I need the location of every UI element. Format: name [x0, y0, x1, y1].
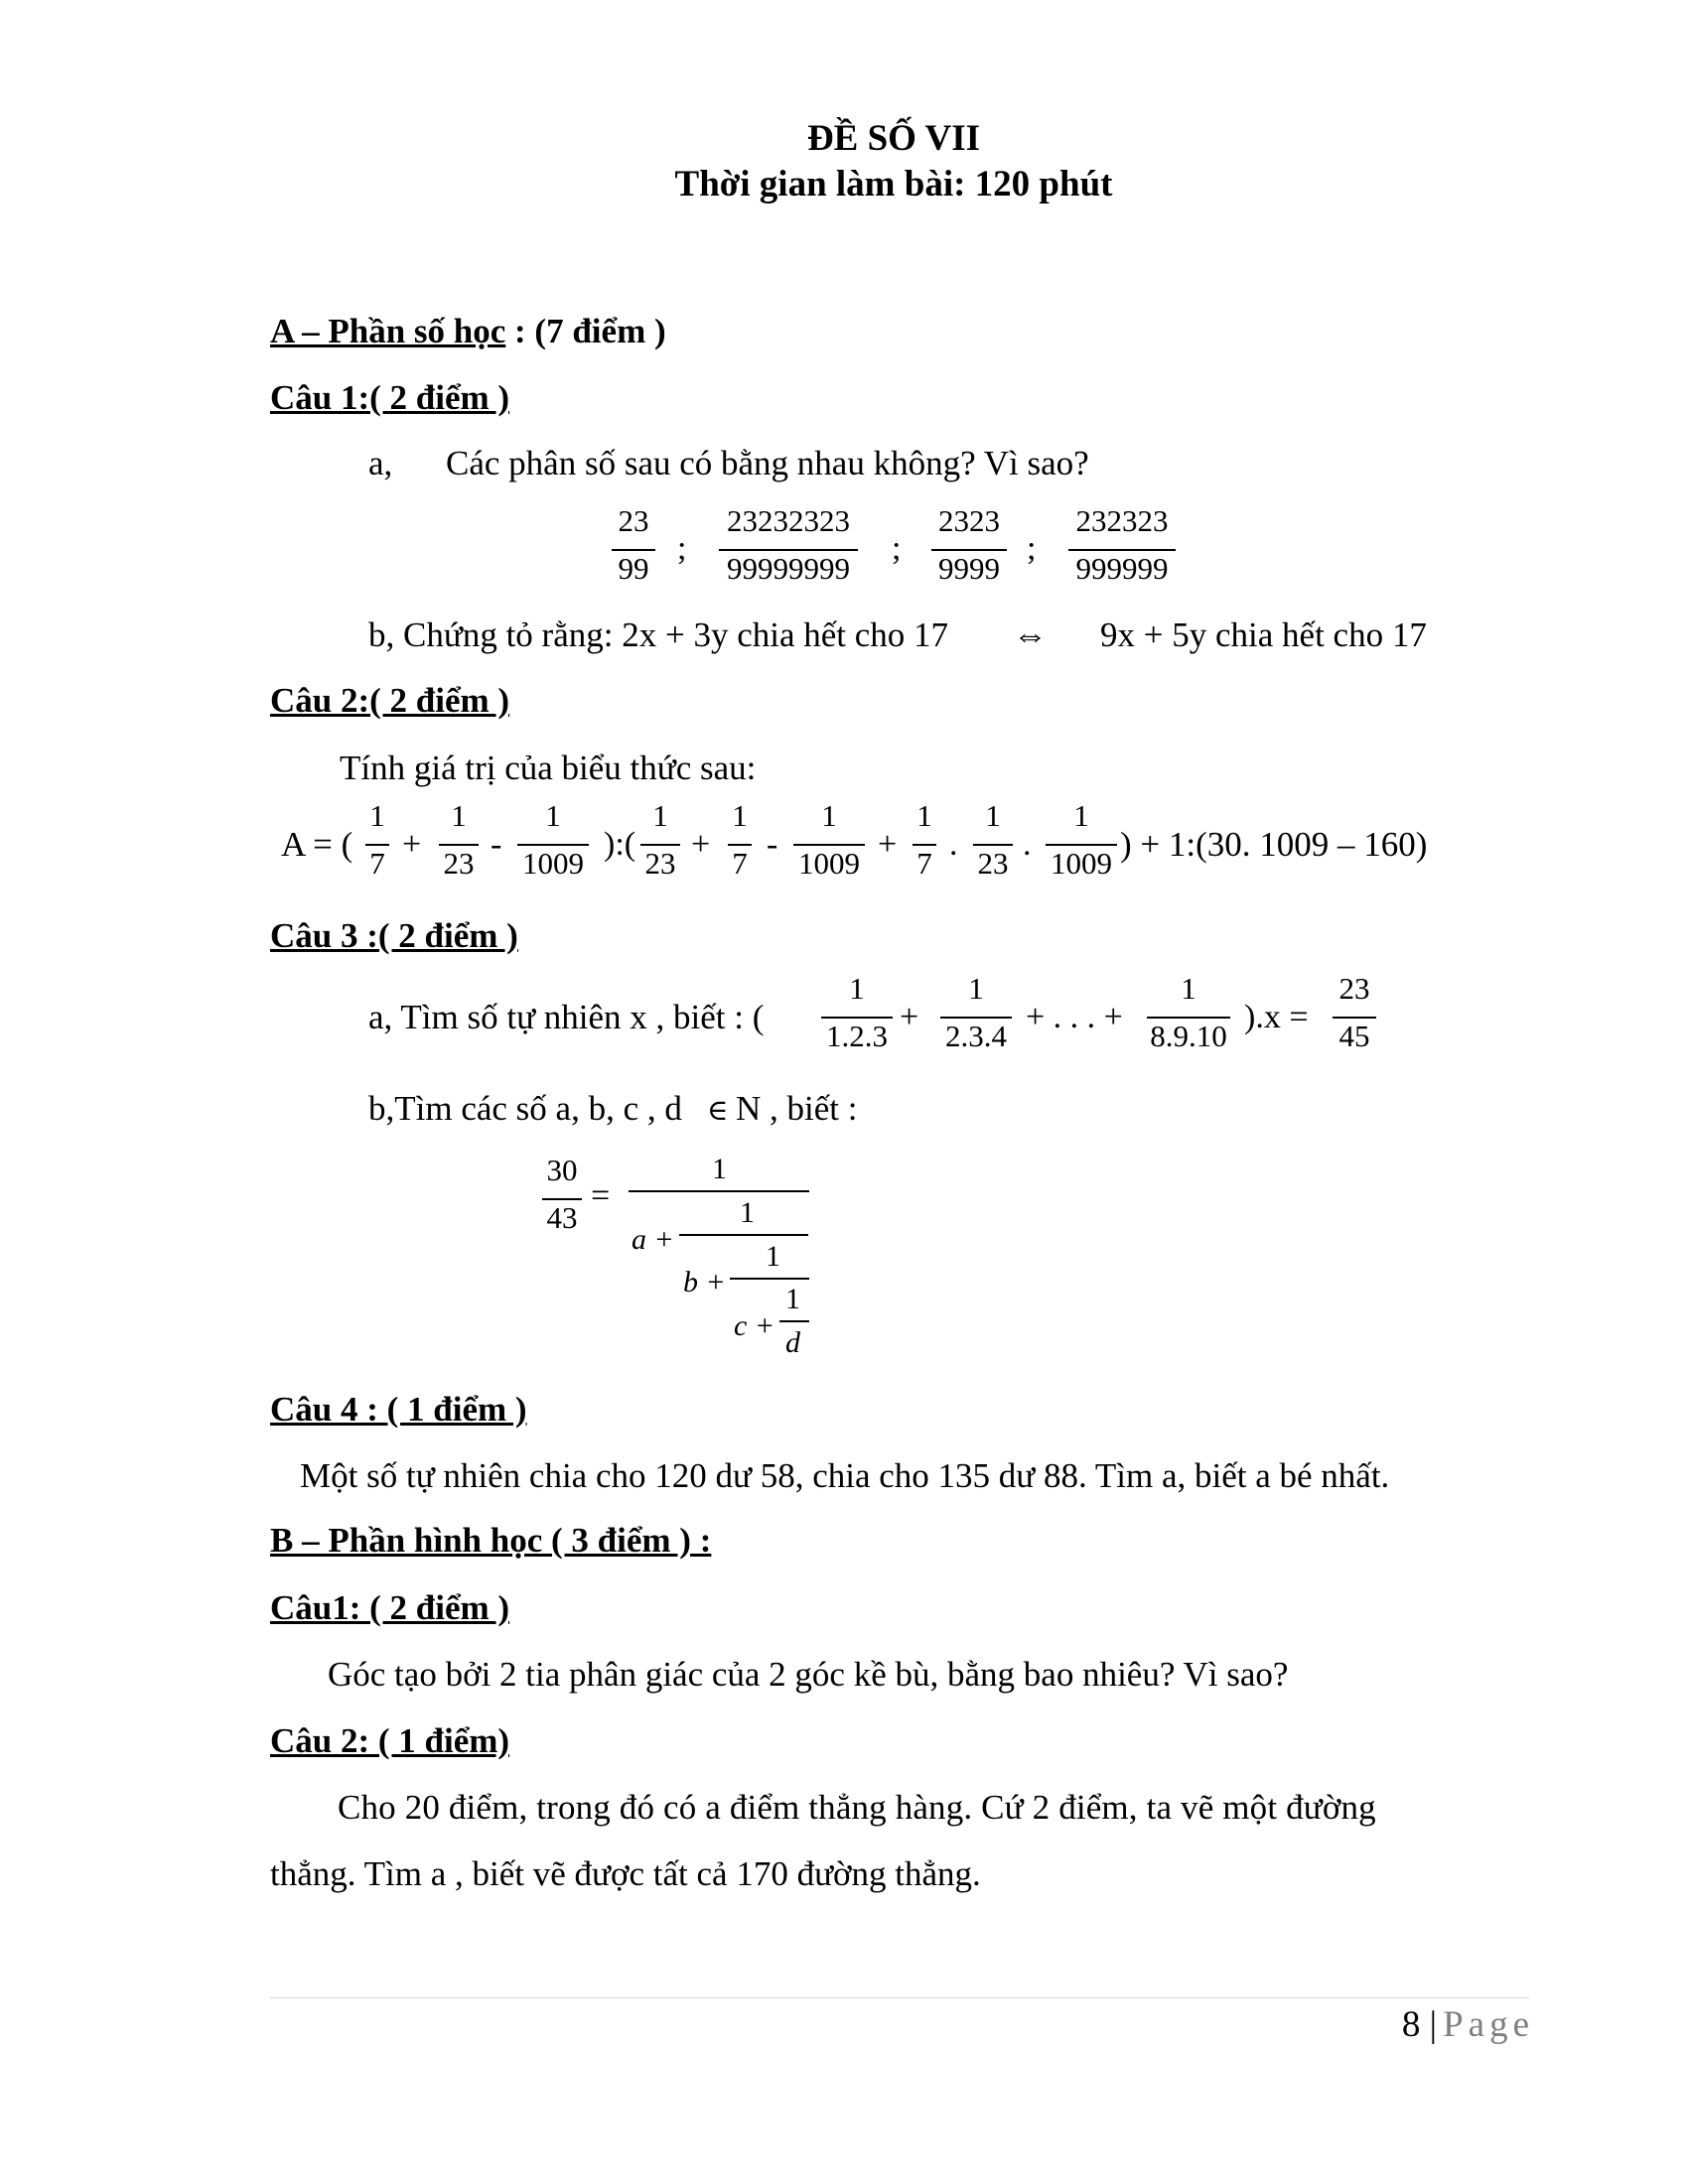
cf-b-plus: b + [683, 1266, 726, 1298]
q2-op-minus: - [767, 826, 778, 863]
cf-one-2: 1 [740, 1196, 755, 1229]
q3b-text: b,Tìm các số a, b, c , d [368, 1089, 682, 1128]
q2-frac-numerator: 1 [1073, 798, 1089, 833]
q2-op-plus: + [878, 826, 898, 863]
q2-frac-numerator: 1 [821, 798, 837, 833]
q1a-text: Các phân số sau có bằng nhau không? Vì sao? [446, 444, 1089, 482]
q3a-rhs-denominator: 45 [1338, 1019, 1370, 1053]
q3a-frac-3-denominator: 8.9.10 [1150, 1019, 1227, 1053]
exam-duration: Thời gian làm bài: 120 phút [674, 164, 1113, 205]
b-q2-text-line-1: Cho 20 điểm, trong đó có a điểm thẳng hàng. Cứ 2 điểm, ta vẽ một đường [338, 1788, 1376, 1827]
q2-op-plus: + [402, 826, 422, 863]
q2-heading: Câu 2:( 2 điểm ) [270, 681, 510, 720]
q3a-rhs-numerator: 23 [1338, 971, 1370, 1006]
q2-frac-denominator: 23 [977, 846, 1009, 881]
cf-c-plus: c + [734, 1309, 775, 1342]
cf-one-4: 1 [785, 1283, 800, 1315]
q2-frac-numerator: 1 [652, 798, 668, 833]
q1b-text: b, Chứng tỏ rằng: 2x + 3y chia hết cho 17 [368, 615, 949, 654]
cf-lhs-denominator: 43 [546, 1200, 578, 1235]
q2-frac-denominator: 23 [644, 846, 676, 881]
part-a-points: : (7 điểm ) [514, 312, 666, 350]
cf-a-plus: a + [632, 1223, 674, 1256]
q2-prompt: Tính giá trị của biểu thức sau: [340, 749, 757, 787]
q3b-text-2: N , biết : [736, 1089, 858, 1128]
part-a-heading [270, 312, 666, 351]
cf-top-one: 1 [712, 1153, 727, 1185]
q2-frac-numerator: 1 [545, 798, 561, 833]
page-footer [1291, 2003, 1534, 2047]
cf-bar-4 [779, 1320, 809, 1322]
q1-fraction-1-numerator: 23 [618, 503, 649, 538]
q2-expr-start: A = ( [281, 825, 353, 864]
q2-frac-denominator: 23 [443, 846, 475, 881]
footer-rule [270, 1997, 1529, 1998]
q2-op-plus: + [691, 826, 711, 863]
exam-title: ĐỀ SỐ VII [806, 118, 981, 159]
q3a-text: a, Tìm số tự nhiên x , biết : ( [368, 998, 765, 1036]
q2-frac-denominator: 1009 [1051, 846, 1112, 881]
q2-frac-denominator: 1009 [798, 846, 860, 881]
q1-fraction-4-denominator: 999999 [1075, 551, 1169, 586]
q3a-op-plus: + [900, 999, 919, 1035]
q1-fraction-1-denominator: 99 [618, 551, 649, 586]
q1-separator-1: ; [677, 530, 687, 567]
b-q1-heading: Câu1: ( 2 điểm ) [270, 1588, 510, 1627]
page-number: 8 [1401, 2004, 1421, 2045]
q1a-label: a, [368, 444, 393, 482]
q4-text: Một số tự nhiên chia cho 120 dư 58, chia cho 135 dư 88. Tìm a, biết a bé nhất. [300, 1456, 1390, 1495]
q2-op-minus: - [491, 826, 502, 863]
q3a-frac-1-numerator: 1 [849, 971, 865, 1006]
q2-expr-mid: ):( [604, 826, 636, 863]
cf-d: d [785, 1326, 800, 1359]
q3a-frac-2-denominator: 2.3.4 [945, 1019, 1007, 1053]
q3a-x-equals: ).x = [1244, 999, 1309, 1035]
q2-op-dot: . [949, 826, 958, 863]
q3b-element-of-symbol: ∈ [707, 1095, 729, 1127]
q2-frac-denominator: 7 [369, 846, 385, 881]
cf-bar-2 [679, 1234, 808, 1236]
q2-frac-numerator: 1 [985, 798, 1001, 833]
part-b-heading: B – Phần hình học ( 3 điểm ) : [270, 1521, 712, 1560]
b-q1-text: Góc tạo bởi 2 tia phân giác của 2 góc kề bù, bằng bao nhiêu? Vì sao? [328, 1655, 1289, 1694]
q1-fraction-2-numerator: 23232323 [727, 503, 850, 538]
q1b-equiv-symbol: ⇔ [1013, 615, 1048, 654]
cf-lhs-numerator: 30 [546, 1153, 578, 1187]
q1-fraction-2-denominator: 99999999 [727, 551, 850, 586]
q3-heading: Câu 3 :( 2 điểm ) [270, 916, 518, 955]
q4-heading: Câu 4 : ( 1 điểm ) [270, 1390, 527, 1429]
q3a-dots: + . . . + [1026, 999, 1123, 1035]
page-label: Page [1443, 2004, 1534, 2045]
q3a-frac-3-numerator: 1 [1181, 971, 1196, 1006]
page-separator: | [1429, 2004, 1438, 2045]
b-q2-text-line-2: thẳng. Tìm a , biết vẽ được tất cả 170 đường thẳng. [270, 1854, 981, 1893]
q2-expr-end: ) + 1:(30. 1009 – 160) [1120, 825, 1428, 864]
cf-bar-1 [629, 1190, 809, 1192]
q2-frac-numerator: 1 [916, 798, 932, 833]
cf-bar-3 [730, 1278, 809, 1280]
q3a-frac-1-denominator: 1.2.3 [826, 1019, 888, 1053]
q2-frac-denominator: 7 [732, 846, 748, 881]
q1-heading: Câu 1:( 2 điểm ) [270, 378, 510, 417]
q1-fraction-3-numerator: 2323 [938, 503, 1000, 538]
q1-separator-3: ; [1027, 530, 1037, 567]
q2-op-dot: . [1023, 826, 1032, 863]
q2-frac-denominator: 1009 [522, 846, 584, 881]
b-q2-heading: Câu 2: ( 1 điểm) [270, 1721, 510, 1760]
q1-fraction-3-denominator: 9999 [938, 551, 1000, 586]
q1b-text-2: 9x + 5y chia hết cho 17 [1100, 615, 1427, 654]
q1-separator-2: ; [892, 530, 902, 567]
q2-frac-denominator: 7 [916, 846, 932, 881]
q2-frac-numerator: 1 [369, 798, 385, 833]
q2-frac-numerator: 1 [732, 798, 748, 833]
cf-equals: = [591, 1177, 611, 1214]
q2-frac-numerator: 1 [451, 798, 467, 833]
q1-fraction-4-numerator: 232323 [1075, 503, 1169, 538]
q3a-frac-2-numerator: 1 [968, 971, 984, 1006]
cf-one-3: 1 [766, 1240, 780, 1273]
part-a-heading-main: A – Phần số học [270, 312, 506, 350]
